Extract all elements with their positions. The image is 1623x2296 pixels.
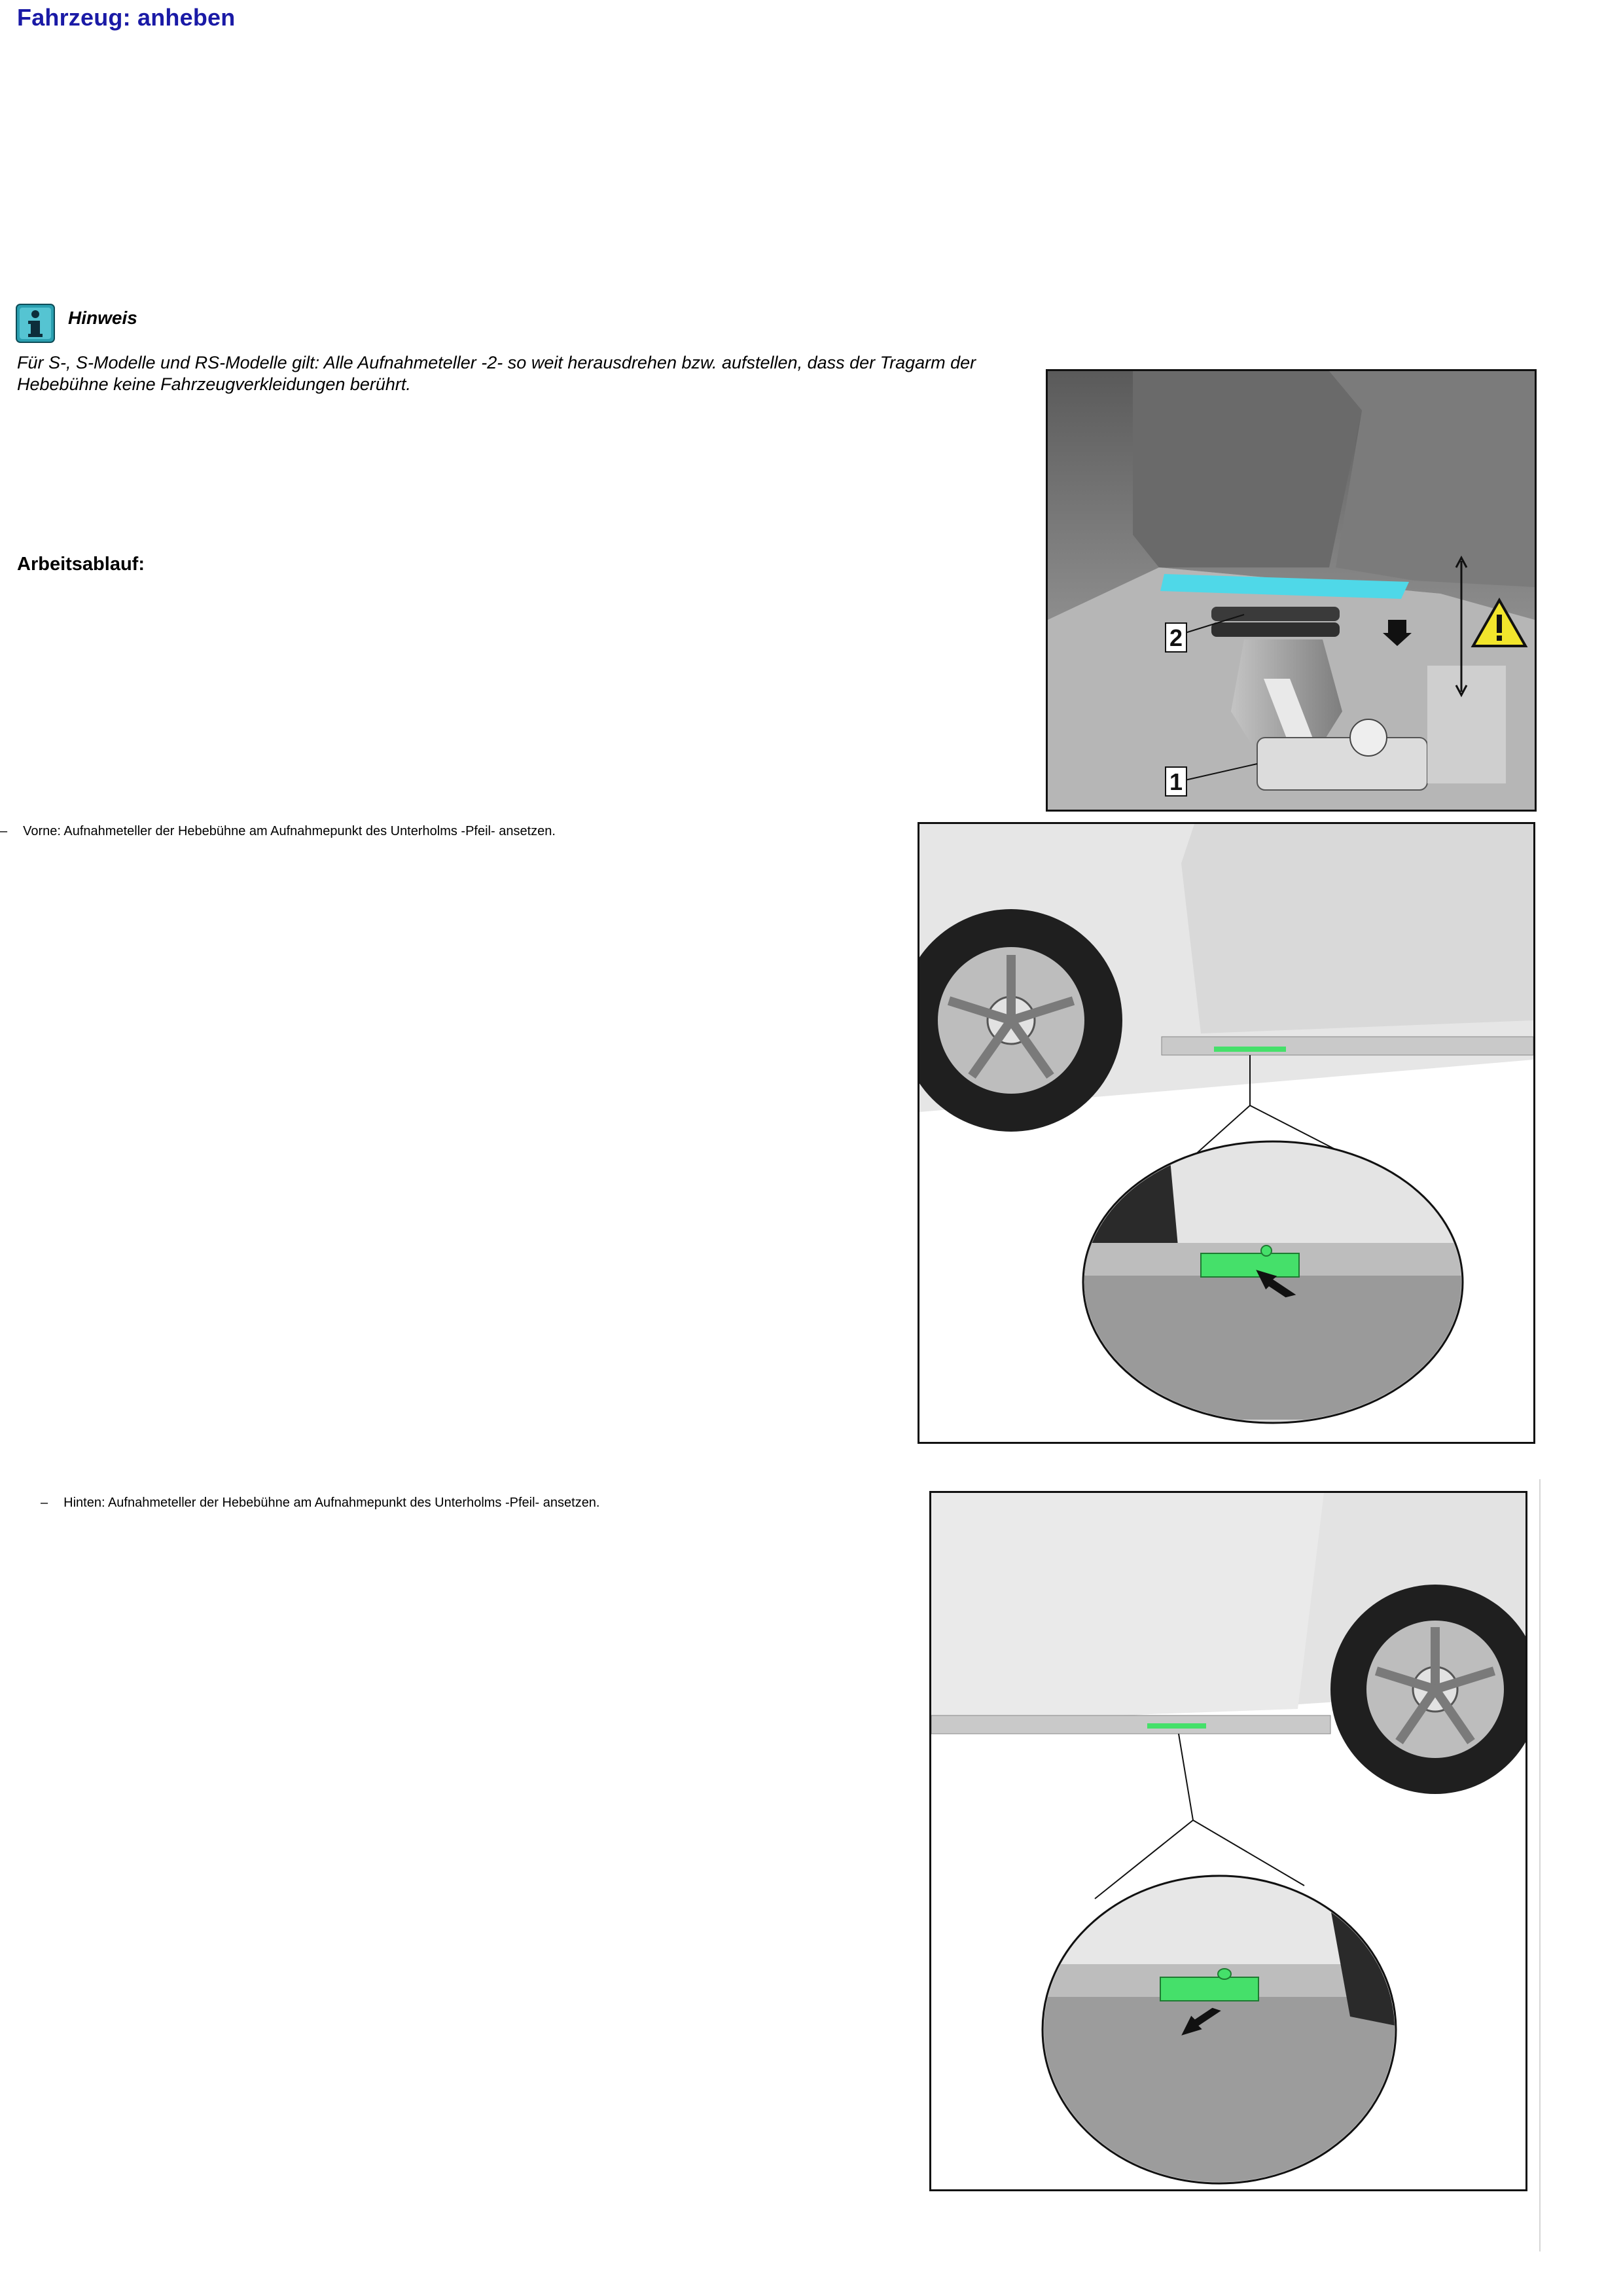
page-title: Fahrzeug: anheben: [17, 4, 236, 31]
step-front: [0, 823, 556, 839]
step-text: Vorne: Aufnahmeteller der Hebebühne am Aufnahmepunkt des Unterholms -Pfeil- ansetzen.: [23, 824, 556, 838]
front-pad-highlight: [1214, 1047, 1286, 1052]
page-edge-rule: [1539, 1479, 1541, 2251]
step-rear: [41, 1495, 600, 1511]
front-jacking-point-figure: [918, 822, 1535, 1444]
step-dash: –: [41, 1496, 48, 1510]
front-pad-zoom-highlight: [1201, 1253, 1299, 1277]
rear-jacking-point-figure: [929, 1491, 1527, 2191]
lift-pad-figure: [1046, 369, 1537, 812]
workflow-label: Arbeitsablauf:: [17, 554, 145, 575]
callout-2: 2: [1169, 624, 1183, 651]
note-text: Für S-, S-Modelle und RS-Modelle gilt: Alle Aufnahmeteller -2- so weit herausdrehen bzw. aufstellen, dass der Tragarm der Hebebühne keine Fahrzeugverkleidungen berührt.: [17, 353, 976, 394]
note-heading: Hinweis: [68, 308, 137, 328]
step-text: Hinten: Aufnahmeteller der Hebebühne am Aufnahmepunkt des Unterholms -Pfeil- ansetzen.: [63, 1496, 600, 1510]
step-dash: –: [0, 824, 8, 838]
rear-pad-zoom-highlight: [1160, 1977, 1258, 2001]
info-icon: [16, 304, 55, 343]
rear-pad-highlight: [1147, 1723, 1206, 1729]
callout-1: 1: [1169, 768, 1183, 795]
